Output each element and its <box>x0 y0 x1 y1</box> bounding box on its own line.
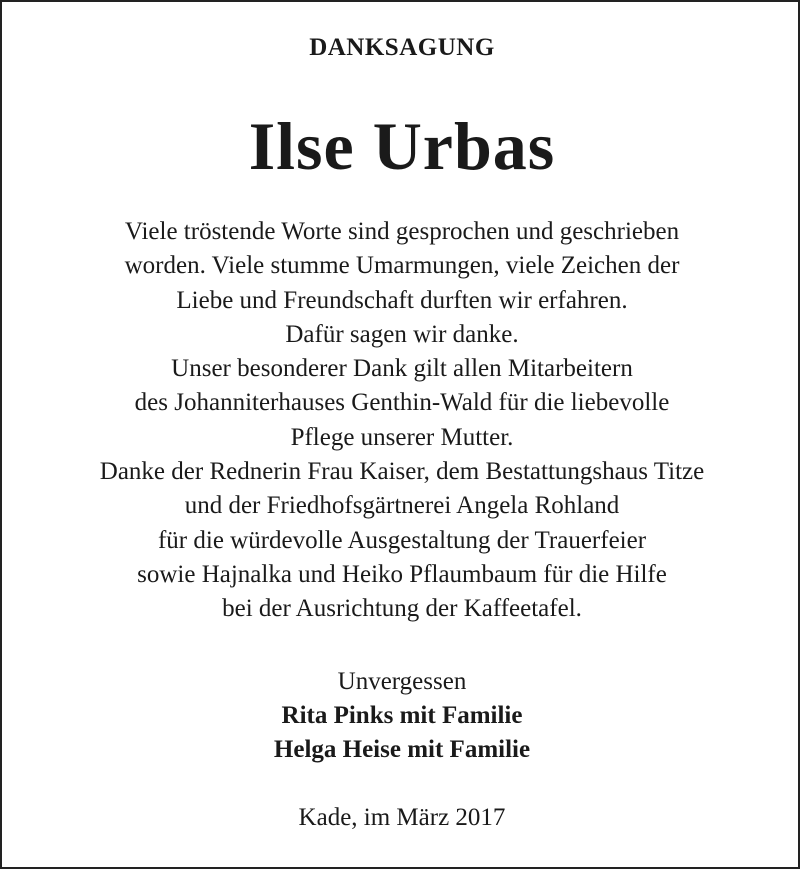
deceased-name: Ilse Urbas <box>248 108 556 184</box>
body-line: und der Friedhofsgärtnerei Angela Rohland <box>184 492 620 520</box>
signers <box>2 699 800 767</box>
notice-heading: DANKSAGUNG <box>309 34 495 61</box>
notice-body <box>2 215 800 627</box>
body-line: bei der Ausrichtung der Kaffeetafel. <box>222 595 582 623</box>
closing-word: Unvergessen <box>337 668 467 695</box>
body-line: Dafür sagen wir danke. <box>285 320 519 348</box>
body-line: worden. Viele stumme Umarmungen, viele Zeichen der <box>124 252 680 280</box>
place-date: Kade, im März 2017 <box>298 804 506 831</box>
body-line: für die würdevolle Ausgestaltung der Trauerfeier <box>157 526 647 554</box>
body-line: Danke der Rednerin Frau Kaiser, dem Bestattungshaus Titze <box>99 458 705 486</box>
body-line: Liebe und Freundschaft durften wir erfahren. <box>176 286 628 314</box>
body-line: sowie Hajnalka und Heiko Pflaumbaum für die Hilfe <box>137 560 667 588</box>
body-line: des Johanniterhauses Genthin-Wald für die liebevolle <box>134 389 670 417</box>
signer-name: Helga Heise mit Familie <box>273 736 531 763</box>
body-line: Pflege unserer Mutter. <box>290 423 514 451</box>
body-line: Unser besonderer Dank gilt allen Mitarbeitern <box>171 355 633 383</box>
body-line: Viele tröstende Worte sind gesprochen und geschrieben <box>124 218 680 245</box>
signer-name: Rita Pinks mit Familie <box>281 702 523 729</box>
